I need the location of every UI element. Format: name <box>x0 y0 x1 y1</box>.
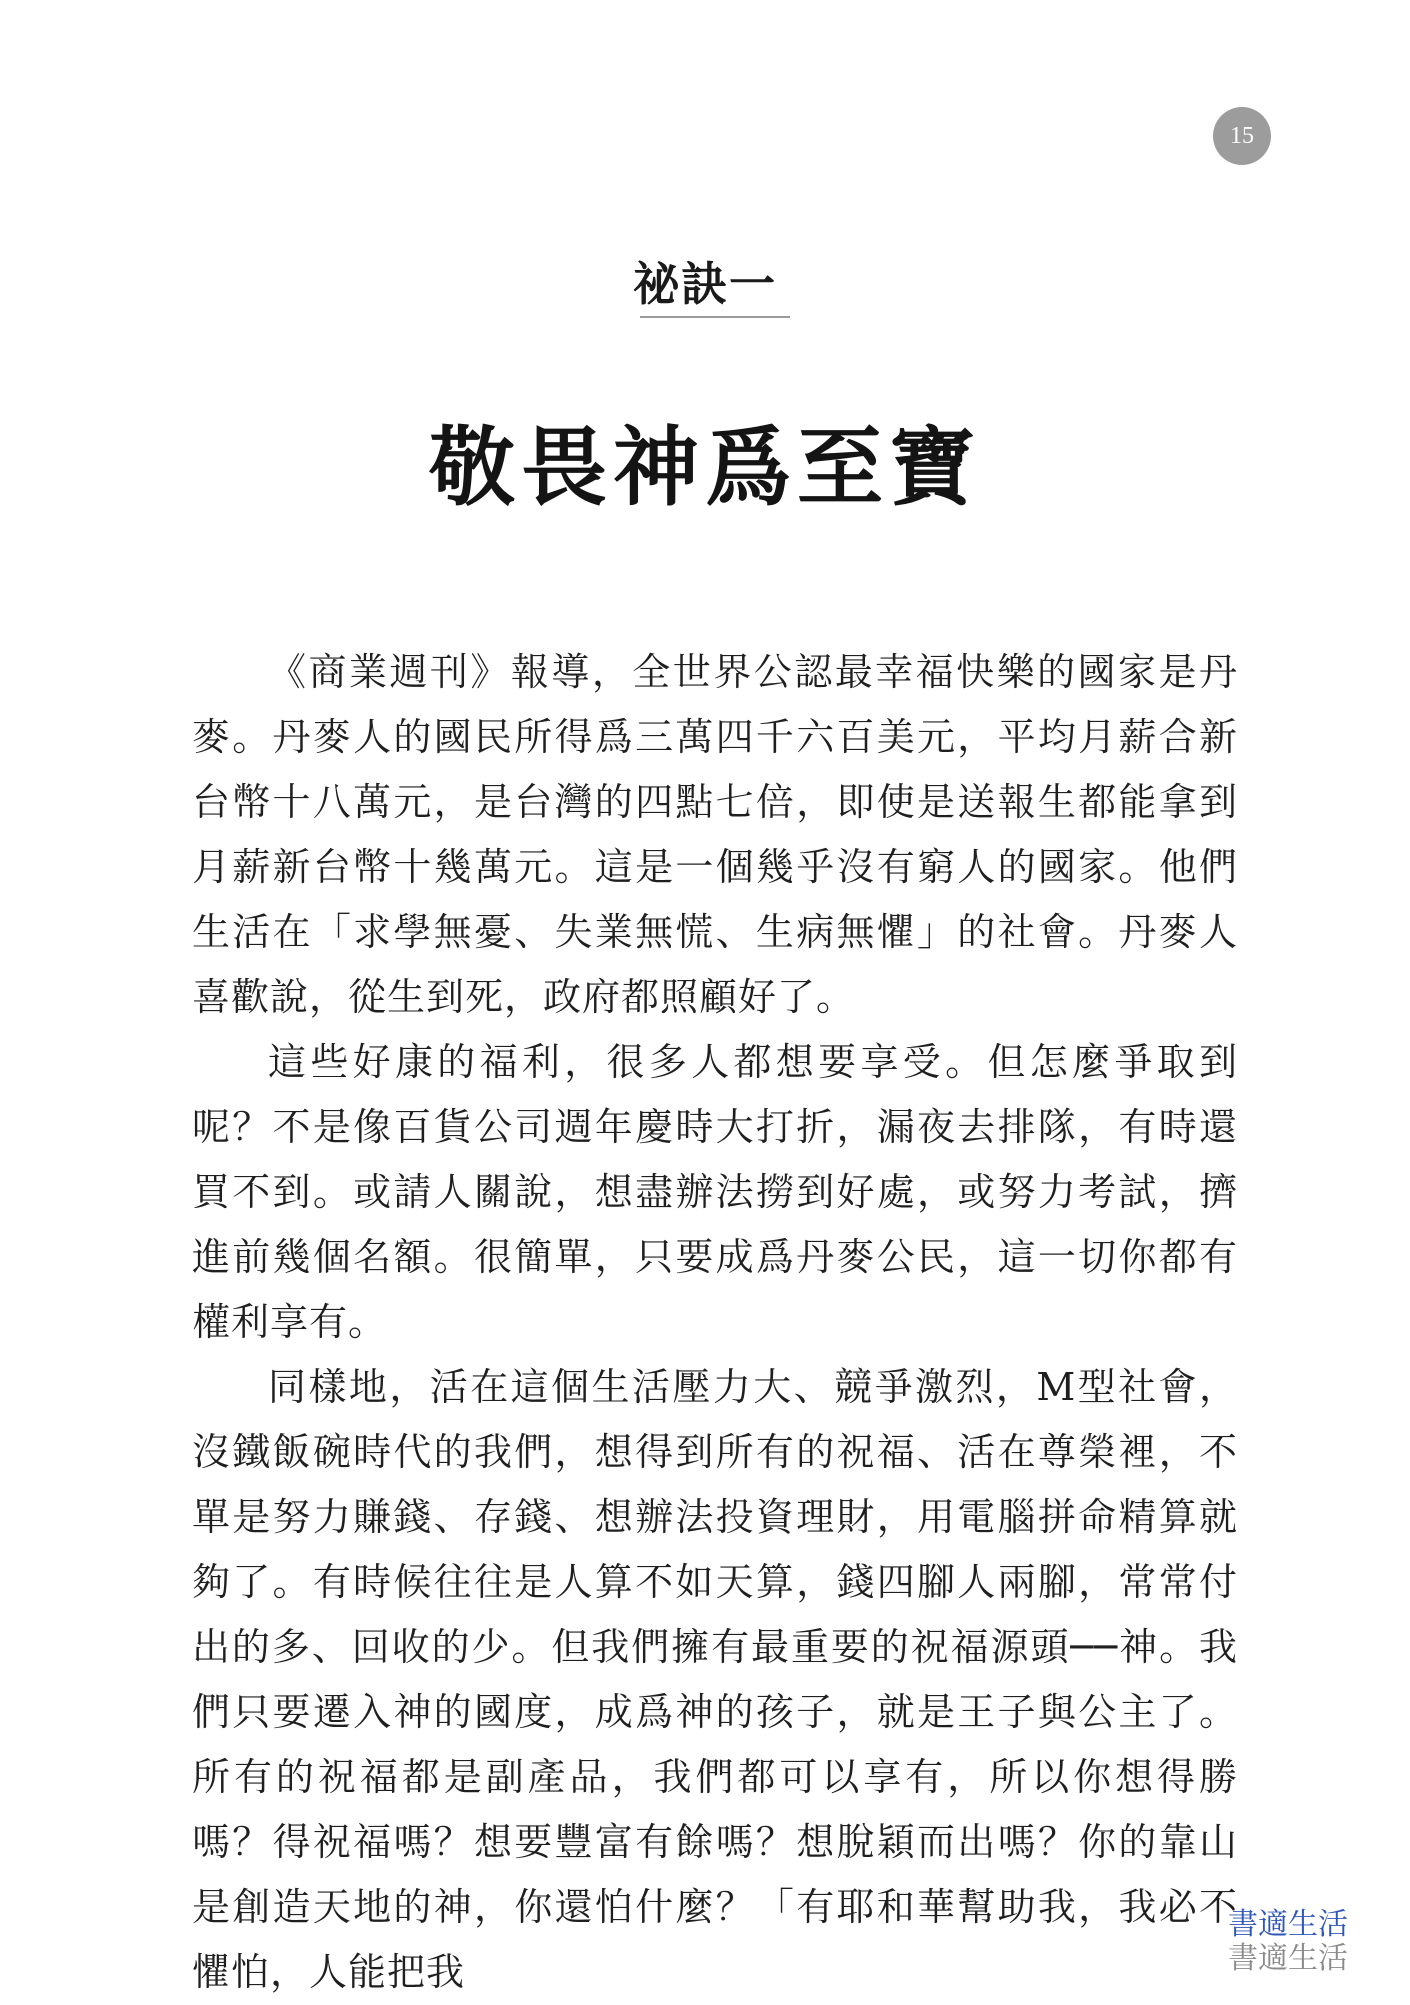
page-number-badge <box>1213 107 1271 165</box>
paragraph-3: 同樣地，活在這個生活壓力大、競爭激烈，M型社會，沒鐵飯碗時代的我們，想得到所有的祝福、活在尊榮裡，不單是努力賺錢、存錢、想辦法投資理財，用電腦拼命精算就夠了。有時候往往是人算不如天算，錢四腳人兩腳，常常付出的多、回收的少。但我們擁有最重要的祝福源頭──神。我們只要遷入神的國度，成爲神的孩子，就是王子與公主了。所有的祝福都是副產品，我們都可以享有，所以你想得勝嗎？得祝福嗎？想要豐富有餘嗎？想脫穎而出嗎？你的靠山是創造天地的神，你還怕什麼？「有耶和華幫助我，我必不懼怕，人能把我 <box>192 1365 1238 1994</box>
paragraph-1: 《商業週刊》報導，全世界公認最幸福快樂的國家是丹麥。丹麥人的國民所得爲三萬四千六百美元，平均月薪合新台幣十八萬元，是台灣的四點七倍，即使是送報生都能拿到月薪新台幣十幾萬元。這是一個幾乎沒有窮人的國家。他們生活在「求學無憂、失業無慌、生病無懼」的社會。丹麥人喜歡說，從生到死，政府都照顧好了。 <box>192 650 1238 1019</box>
chapter-title: 敬畏神爲至寶 <box>429 417 981 518</box>
chapter-label-underline <box>640 316 790 318</box>
paragraph-2: 這些好康的福利，很多人都想要享受。但怎麼爭取到呢？不是像百貨公司週年慶時大打折，漏夜去排隊，有時還買不到。或請人關說，想盡辦法撈到好處，或努力考試，擠進前幾個名額。很簡單，只要成爲丹麥公民，這一切你都有權利享有。 <box>192 1040 1238 1344</box>
watermark-line-2: 書適生活 <box>1228 1941 1348 1976</box>
chapter-label: 祕訣一 <box>633 257 777 311</box>
page-number: 15 <box>1230 122 1254 149</box>
body-text <box>192 640 1238 2005</box>
watermark-line-1: 書適生活 <box>1228 1907 1348 1942</box>
watermark <box>1228 1908 1368 1976</box>
